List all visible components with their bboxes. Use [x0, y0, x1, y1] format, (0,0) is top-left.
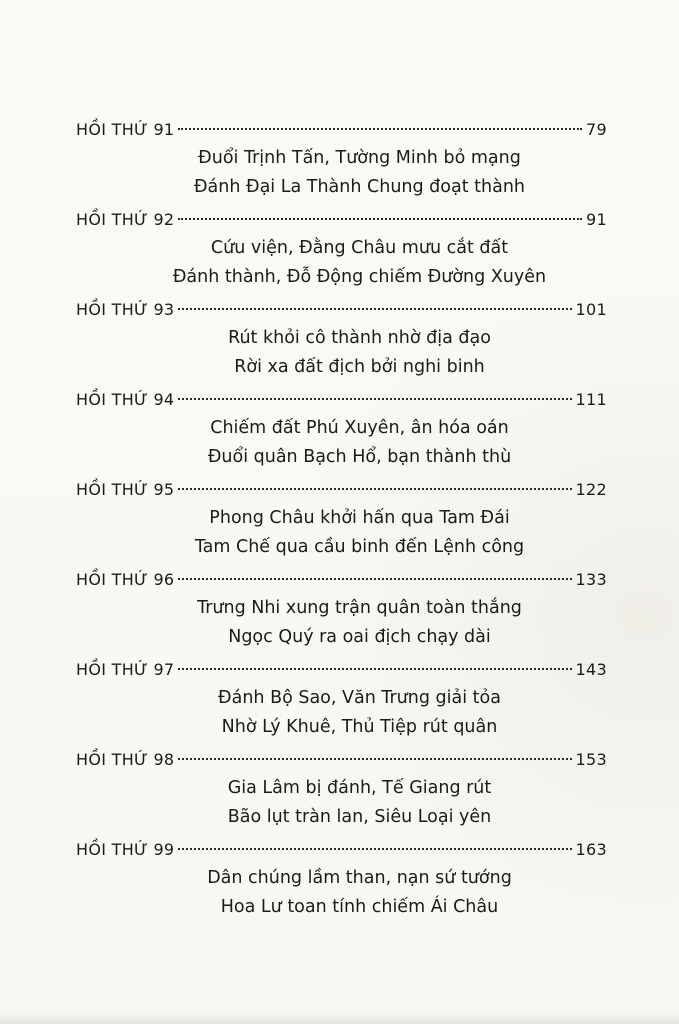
toc-entry-heading[interactable]	[76, 206, 607, 234]
toc-entry-heading[interactable]	[76, 296, 607, 324]
chapter-subtitle-line: Đánh Bộ Sao, Văn Trưng giải tỏa	[218, 688, 501, 708]
page-number: 153	[575, 750, 607, 769]
toc-entry	[76, 476, 607, 566]
chapter-subtitle-line: Đánh Đại La Thành Chung đoạt thành	[193, 177, 525, 197]
page-number: 91	[586, 210, 607, 229]
chapter-subtitle-line: Bão lụt tràn lan, Siêu Loại yên	[227, 807, 492, 827]
toc-entry	[76, 206, 607, 296]
dot-leader	[178, 128, 582, 130]
chapter-label: HỒI THỨ 97	[76, 660, 175, 679]
chapter-label: HỒI THỨ 95	[76, 480, 175, 499]
toc-entry	[76, 386, 607, 476]
page-number: 101	[575, 300, 607, 319]
chapter-subtitle-line: Rời xa đất địch bởi nghi binh	[234, 357, 485, 377]
chapter-label: HỒI THỨ 99	[76, 840, 175, 859]
chapter-subtitle-line: Ngọc Quý ra oai địch chạy dài	[228, 627, 491, 647]
dot-leader	[178, 218, 582, 220]
page-edge-shadow	[0, 1012, 679, 1024]
dot-leader	[178, 488, 571, 490]
chapter-label: HỒI THỨ 91	[76, 120, 175, 139]
toc-entry-heading[interactable]	[76, 476, 607, 504]
chapter-subtitle-line: Dân chúng lầm than, nạn sứ tướng	[207, 868, 512, 888]
chapter-label: HỒI THỨ 94	[76, 390, 175, 409]
toc-entry-heading[interactable]	[76, 656, 607, 684]
chapter-label: HỒI THỨ 92	[76, 210, 175, 229]
chapter-subtitle-line: Chiếm đất Phú Xuyên, ân hóa oán	[210, 418, 509, 438]
toc-entry	[76, 836, 607, 926]
dot-leader	[178, 398, 571, 400]
dot-leader	[178, 758, 571, 760]
chapter-subtitle-line: Cứu viện, Đằng Châu mưu cắt đất	[210, 238, 509, 258]
page-number: 143	[575, 660, 607, 679]
toc-entry	[76, 746, 607, 836]
chapter-subtitle-line: Đánh thành, Đỗ Động chiếm Đường Xuyên	[172, 267, 547, 287]
page-number: 111	[575, 390, 607, 409]
page-number: 79	[586, 120, 607, 139]
toc-entry-heading[interactable]	[76, 746, 607, 774]
toc-entry-heading[interactable]	[76, 836, 607, 864]
toc-entry	[76, 116, 607, 206]
dot-leader	[178, 848, 571, 850]
chapter-label: HỒI THỨ 93	[76, 300, 175, 319]
toc-entry	[76, 656, 607, 746]
toc-entry-heading[interactable]	[76, 386, 607, 414]
page-number: 122	[575, 480, 607, 499]
toc-entry	[76, 296, 607, 386]
chapter-subtitle-line: Đuổi Trịnh Tấn, Tường Minh bỏ mạng	[198, 148, 521, 168]
chapter-label: HỒI THỨ 98	[76, 750, 175, 769]
toc-entry-heading[interactable]	[76, 566, 607, 594]
dot-leader	[178, 578, 571, 580]
dot-leader	[178, 308, 571, 310]
chapter-subtitle-line: Rút khỏi cô thành nhờ địa đạo	[228, 328, 491, 348]
dot-leader	[178, 668, 571, 670]
chapter-subtitle-line: Hoa Lư toan tính chiếm Ái Châu	[220, 897, 499, 917]
chapter-subtitle-line: Nhờ Lý Khuê, Thủ Tiệp rút quân	[221, 717, 498, 737]
chapter-subtitle-line: Phong Châu khởi hấn qua Tam Đái	[209, 508, 510, 528]
page-number: 163	[575, 840, 607, 859]
chapter-subtitle-line: Tam Chế qua cầu binh đến Lệnh công	[194, 537, 525, 557]
chapter-label: HỒI THỨ 96	[76, 570, 175, 589]
toc-entry-heading[interactable]	[76, 116, 607, 144]
chapter-subtitle-line: Gia Lâm bị đánh, Tế Giang rút	[227, 778, 492, 798]
page-number: 133	[575, 570, 607, 589]
chapter-subtitle-line: Đuổi quân Bạch Hổ, bạn thành thù	[207, 447, 512, 467]
toc-entry	[76, 566, 607, 656]
table-of-contents	[76, 116, 607, 926]
chapter-subtitle-line: Trưng Nhi xung trận quân toàn thắng	[197, 598, 522, 618]
